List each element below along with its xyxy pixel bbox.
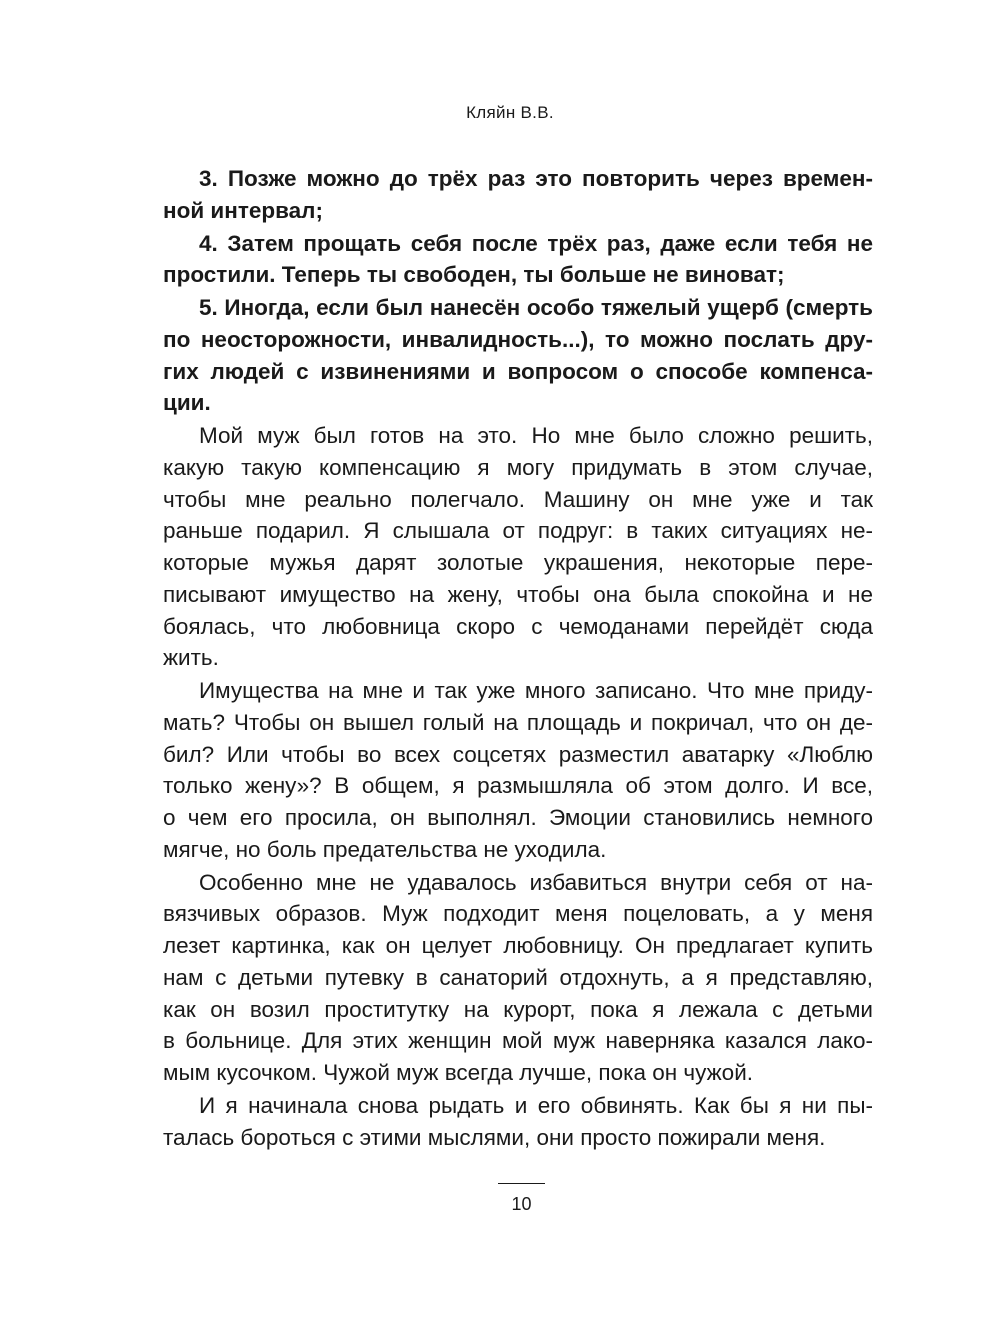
text-line: боялась, что любовница скоро с чемоданами перейдёт сюда — [163, 613, 873, 639]
text-line: в больнице. Для этих женщин мой муж наверняка казался лако- — [163, 1028, 873, 1054]
text-line: Имущества на мне и так уже много записано. Что мне приду- — [199, 678, 873, 703]
text-line: которые мужья дарят золотые украшения, некоторые пере- — [163, 550, 873, 575]
text-line: простили. Теперь ты свободен, ты больше не виноват; — [163, 262, 785, 288]
text-line: талась бороться с этими мыслями, они просто пожирали меня. — [163, 1124, 826, 1150]
text-line: только жену»? В общем, я размышляла об этом долго. И все, — [163, 773, 873, 799]
text-line: раньше подарил. Я слышала от подруг: в таких ситуациях не- — [163, 518, 873, 544]
bold-list-item — [163, 163, 873, 227]
footer-rule — [498, 1183, 545, 1184]
text-line: И я начинала снова рыдать и его обвинять. Как бы я ни пы- — [199, 1092, 873, 1118]
text-line: ной интервал; — [163, 197, 323, 223]
paragraph — [163, 1090, 873, 1154]
text-line: 4. Затем прощать себя после трёх раз, даже если тебя не — [199, 230, 873, 256]
text-line: мать? Чтобы он вышел голый на площадь и покричал, что он де- — [163, 709, 873, 735]
bold-list-item — [163, 292, 873, 419]
text-line: 5. Иногда, если был нанесён особо тяжелый ущерб (смерть — [199, 295, 873, 320]
text-line: Особенно мне не удавалось избавиться внутри себя от на- — [199, 869, 873, 895]
text-line: нам с детьми путевку в санаторий отдохнуть, а я представляю, — [163, 964, 873, 990]
text-line: гих людей с извинениями и вопросом о способе компенса- — [163, 358, 873, 384]
text-line: по неосторожности, инвалидность...), то можно послать дру- — [163, 326, 873, 352]
text-line: о чем его просила, он выполнял. Эмоции становились немного — [163, 805, 873, 830]
text-line: мягче, но боль предательства не уходила. — [163, 836, 607, 862]
text-line: 3. Позже можно до трёх раз это повторить через времен- — [199, 166, 873, 191]
bold-list-item — [163, 228, 873, 292]
text-line: писывают имущество на жену, чтобы она была спокойна и не — [163, 581, 873, 607]
text-line: как он возил проститутку на курорт, пока я лежала с детьми — [163, 996, 873, 1022]
paragraph — [163, 675, 873, 866]
paragraph — [163, 867, 873, 1089]
text-line: лезет картинка, как он целует любовницу. Он предлагает купить — [163, 933, 873, 958]
page-body — [163, 163, 873, 1153]
paragraph — [163, 420, 873, 674]
text-line: вязчивых образов. Муж подходит меня поцеловать, а у меня — [163, 901, 873, 927]
running-header: Кляйн В.В. — [466, 103, 554, 122]
text-line: Мой муж был готов на это. Но мне было сложно решить, — [199, 423, 873, 448]
text-line: жить. — [163, 645, 219, 671]
page-number: 10 — [511, 1194, 532, 1214]
text-line: чтобы мне реально полегчало. Машину он мне уже и так — [163, 486, 873, 512]
text-line: бил? Или чтобы во всех соцсетях разместил аватарку «Люблю — [163, 741, 873, 767]
text-line: какую такую компенсацию я могу придумать в этом случае, — [163, 454, 873, 480]
text-line: мым кусочком. Чужой муж всегда лучше, пока он чужой. — [163, 1060, 754, 1085]
text-line: ции. — [163, 390, 211, 416]
